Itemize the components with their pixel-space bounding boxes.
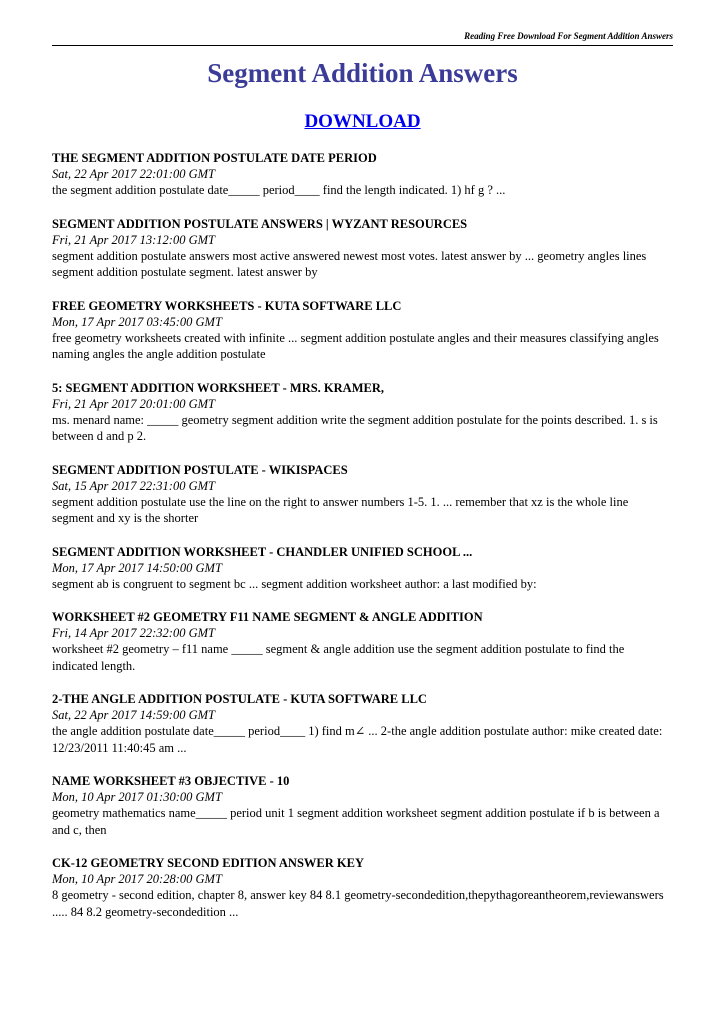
list-item (52, 609, 673, 674)
entry-title: CK-12 GEOMETRY SECOND EDITION ANSWER KEY (52, 856, 364, 870)
entry-date: Sat, 22 Apr 2017 14:59:00 GMT (52, 708, 215, 722)
entry-title: WORKSHEET #2 GEOMETRY F11 NAME SEGMENT & ANGLE ADDITION (52, 610, 483, 624)
entry-title: SEGMENT ADDITION POSTULATE - WIKISPACES (52, 462, 348, 477)
entry-title: 2-THE ANGLE ADDITION POSTULATE - KUTA SOFTWARE LLC (52, 692, 427, 706)
entry-snippet: free geometry worksheets created with infinite ... segment addition postulate angles and their measures classifying angles naming angles the angle addition postulate (52, 330, 659, 361)
list-item (52, 691, 673, 756)
entry-date: Sat, 15 Apr 2017 22:31:00 GMT (52, 478, 215, 493)
entry-title: 5: SEGMENT ADDITION WORKSHEET - MRS. KRAMER, (52, 380, 384, 395)
entry-snippet: geometry mathematics name_____ period unit 1 segment addition worksheet segment addition postulate if b is between a and c, then (52, 806, 660, 837)
list-item (52, 462, 673, 527)
entry-date: Fri, 21 Apr 2017 20:01:00 GMT (52, 396, 215, 411)
entry-title: SEGMENT ADDITION WORKSHEET - CHANDLER UNIFIED SCHOOL ... (52, 544, 473, 559)
entry-snippet: segment addition postulate use the line on the right to answer numbers 1-5. 1. ... remember that xz is the whole line segment and xy is the shorter (52, 494, 629, 525)
header-divider (52, 45, 673, 46)
entry-title: THE SEGMENT ADDITION POSTULATE DATE PERIOD (52, 151, 377, 165)
entry-date: Mon, 17 Apr 2017 14:50:00 GMT (52, 560, 222, 575)
entry-snippet: 8 geometry - second edition, chapter 8, answer key 84 8.1 geometry-secondedition,thepythagoreantheorem,reviewanswers ..... 84 8.2 geometry-secondedition ... (52, 888, 664, 919)
download-link[interactable]: DOWNLOAD (304, 111, 421, 132)
entry-date: Mon, 10 Apr 2017 20:28:00 GMT (52, 872, 222, 886)
entry-snippet: segment addition postulate answers most active answered newest most votes. latest answer by ... geometry angles lines segment addition postulate segment. latest answer by (52, 248, 647, 279)
entry-title: NAME WORKSHEET #3 OBJECTIVE - 10 (52, 774, 290, 788)
list-item (52, 216, 673, 281)
entry-title: SEGMENT ADDITION POSTULATE ANSWERS | WYZANT RESOURCES (52, 216, 468, 231)
entry-snippet: the segment addition postulate date_____ period____ find the length indicated. 1) hf g ? ... (52, 183, 506, 197)
list-item (52, 544, 673, 593)
list-item (52, 773, 673, 838)
entry-snippet: the angle addition postulate date_____ period____ 1) find m∠ ... 2-the angle addition postulate author: mike created date: 12/23/2011 11:40:45 am ... (52, 724, 663, 755)
list-item (52, 150, 673, 199)
list-item (52, 298, 673, 363)
entry-snippet: segment ab is congruent to segment bc ... segment addition worksheet author: a last modified by: (52, 576, 537, 591)
entry-date: Mon, 17 Apr 2017 03:45:00 GMT (52, 314, 222, 329)
list-item (52, 855, 673, 920)
running-header: Reading Free Download For Segment Addition Answers (464, 31, 673, 41)
entry-title: FREE GEOMETRY WORKSHEETS - KUTA SOFTWARE LLC (52, 298, 402, 313)
list-item (52, 380, 673, 445)
entry-snippet: worksheet #2 geometry – f11 name _____ segment & angle addition use the segment addition postulate to find the indicated length. (52, 642, 625, 673)
entry-date: Mon, 10 Apr 2017 01:30:00 GMT (52, 790, 222, 804)
entry-snippet: ms. menard name: _____ geometry segment addition write the segment addition postulate for the points described. 1. s is between d and p 2. (52, 412, 658, 443)
entry-list (52, 150, 673, 937)
entry-date: Fri, 14 Apr 2017 22:32:00 GMT (52, 626, 215, 640)
entry-date: Sat, 22 Apr 2017 22:01:00 GMT (52, 167, 215, 181)
download-section (52, 110, 673, 134)
document-title: Segment Addition Answers (207, 58, 518, 88)
entry-date: Fri, 21 Apr 2017 13:12:00 GMT (52, 232, 215, 247)
